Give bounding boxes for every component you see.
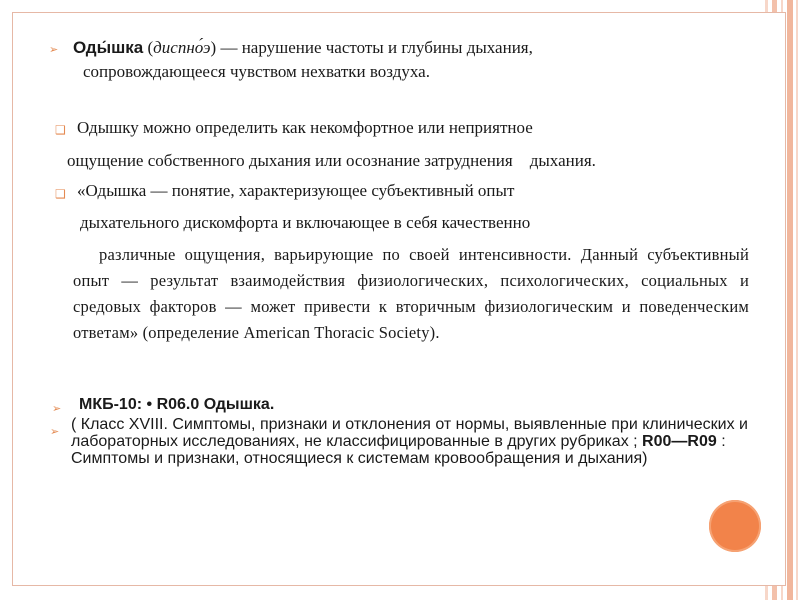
icd-heading: МКБ-10: • R06.0 Одышка. (79, 396, 275, 413)
item-1-line-2: сопровождающееся чувством нехватки воздуха. (83, 62, 430, 81)
item-2-line-1: Одышку можно определить как некомфортное или неприятное (77, 118, 533, 137)
definition-paragraph: различные ощущения, варьирующие по своей интенсивности. Данный субъективный опыт — результат взаимодействия физиологических, психологических, социальных и средовых факторов — может привести к вторичным физиологическим и поведенческим ответам» (определение American Thoracic Society). (73, 245, 749, 342)
square-bullet-icon: ❑ (55, 187, 66, 201)
item-3-line-2: дыхательного дискомфорта и включающее в себя качественно (80, 213, 531, 232)
item-1-line-1: Оды́шка (диспно́э) — нарушение частоты и глубины дыхания, (73, 38, 533, 57)
icd-class-text: ( Класс XVIII. Симптомы, признаки и отклонения от нормы, выявленные при клинических и лабораторных исследованиях, не классифицированные в других рубриках ; R00—R09 : Симптомы и признаки, относящиеся к системам кровообращения и дыхания) (71, 416, 748, 467)
item-3-line-1: «Одышка — понятие, характеризующее субъективный опыт (77, 181, 515, 200)
arrow-bullet-icon: ➢ (50, 426, 60, 438)
decor-circle (709, 500, 761, 552)
arrow-bullet-icon: ➢ (49, 44, 59, 56)
arrow-bullet-icon: ➢ (52, 403, 62, 415)
item-2-line-2: ощущение собственного дыхания или осознание затруднения дыхания. (67, 151, 596, 170)
square-bullet-icon: ❑ (55, 123, 66, 137)
